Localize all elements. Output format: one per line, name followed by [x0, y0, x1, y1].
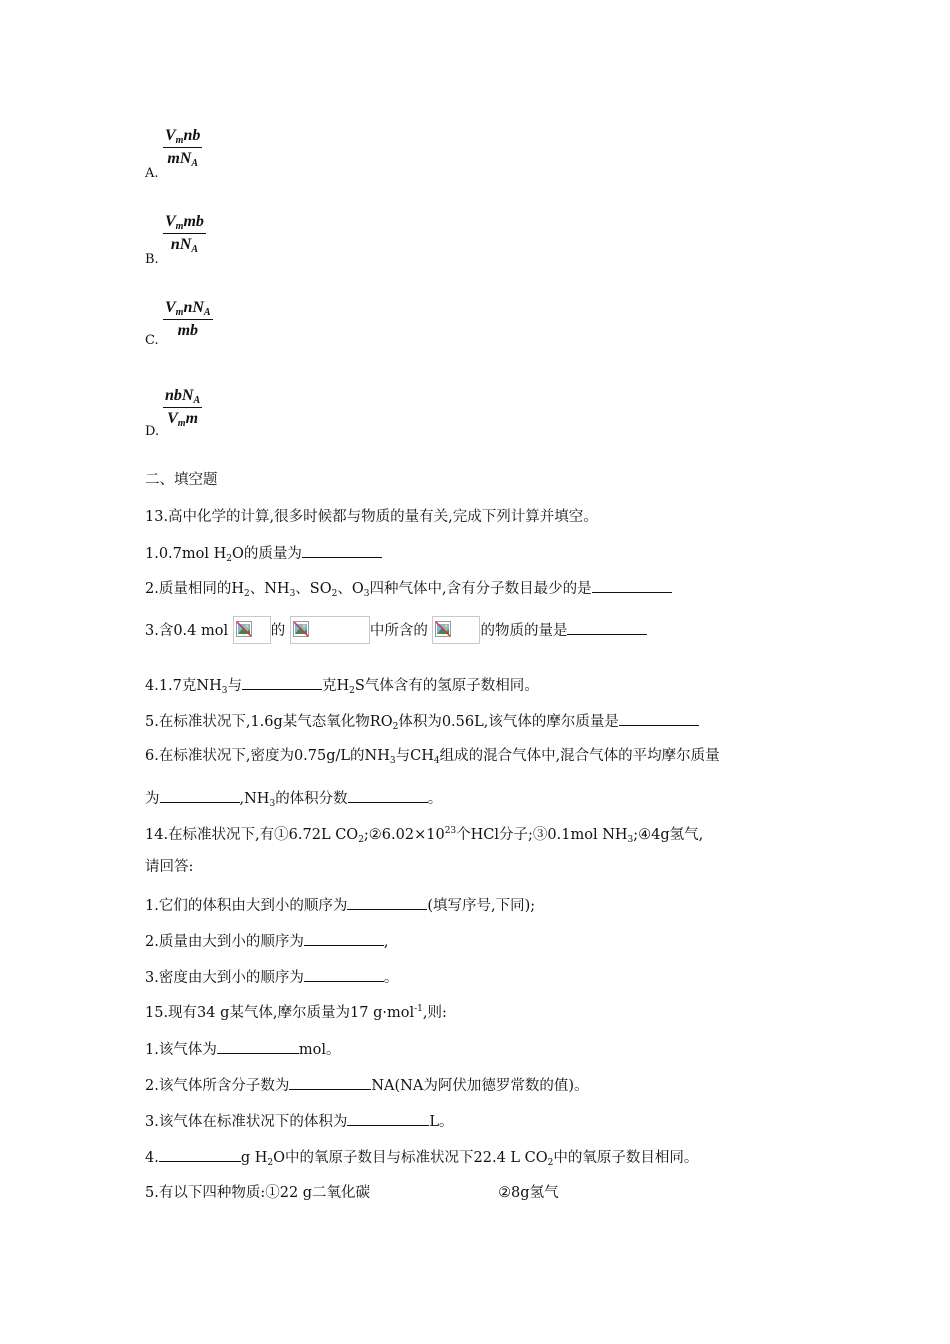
answer-blank[interactable]: [160, 788, 240, 803]
option-b-label: B.: [145, 252, 159, 267]
q14-sub2: 2.质量由大到小的顺序为 ,: [145, 931, 388, 952]
q13-sub4: 4.1.7克$NH_3$与 克$H_2S$气体含有的氢原子数相同。: [145, 675, 539, 696]
answer-blank[interactable]: [242, 675, 322, 690]
answer-blank[interactable]: [289, 1075, 371, 1090]
option-a-label: A.: [145, 166, 159, 181]
option-c-fraction: $V_mnN_A$ mb: [165, 299, 211, 339]
q14-stem-cont: 请回答:: [145, 859, 194, 875]
q14-sub3: 3.密度由大到小的顺序为 。: [145, 967, 398, 988]
option-d-label: D.: [145, 424, 160, 439]
answer-blank[interactable]: [348, 788, 428, 803]
broken-image-icon: [233, 616, 271, 644]
q13-sub1: 1.0.7mol $H_2O$的质量为: [145, 543, 382, 564]
broken-image-icon: [290, 616, 370, 644]
q15-sub3: 3.该气体在标准状况下的体积为 L。: [145, 1111, 453, 1132]
broken-image-icon: [432, 616, 480, 644]
q13-sub6-cont: 为 $,NH_3$的体积分数 。: [145, 788, 442, 809]
q13-sub5: 5.在标准状况下,1.6g某气态氧化物$RO_2$体积为0.56L,该气体的摩尔质量是: [145, 711, 699, 732]
q13-sub6: 6.在标准状况下,密度为0.75g/L的$NH_3$与$CH_4$组成的混合气体中,混合气体的平均摩尔质量: [145, 748, 720, 766]
section-title: 二、填空题: [145, 472, 218, 488]
answer-blank[interactable]: [592, 578, 672, 593]
option-d-fraction: nbN$_A$ $V_mm$: [165, 387, 201, 429]
q13-sub3: 3.含0.4 mol 的 中所含的 的物质的量是: [145, 616, 647, 644]
q15-sub1: 1.该气体为 mol。: [145, 1039, 340, 1060]
q14-sub1: 1.它们的体积由大到小的顺序为 (填写序号,下同);: [145, 895, 535, 916]
option-c-label: C.: [145, 333, 159, 348]
q15-sub4: 4. g $H_2O$中的氧原子数目与标准状况下22.4 L $CO_2$中的氧原子数目相同。: [145, 1147, 698, 1168]
q15-sub2: 2.该气体所含分子数为 NA(NA为阿伏加德罗常数的值)。: [145, 1075, 588, 1096]
answer-blank[interactable]: [217, 1039, 299, 1054]
answer-blank[interactable]: [304, 967, 384, 982]
q13-stem: 13.高中化学的计算,很多时候都与物质的量有关,完成下列计算并填空。: [145, 509, 598, 525]
option-b-fraction: $V_mmb$ $nN_A$: [165, 213, 204, 255]
q15-stem: 15.现有34 g某气体,摩尔质量为17 g·mol$^{-1}$,则:: [145, 1004, 447, 1021]
answer-blank[interactable]: [567, 620, 647, 635]
answer-blank[interactable]: [159, 1147, 241, 1162]
option-a-fraction: $V_mnb$ $mN_A$: [165, 127, 201, 169]
answer-blank[interactable]: [347, 895, 427, 910]
answer-blank[interactable]: [304, 931, 384, 946]
answer-blank[interactable]: [347, 1111, 429, 1126]
q14-stem: 14.在标准状况下,有①6.72L $CO_2;②6.02\times 10^{23}$个HCl分子;③0.1mol $NH_3;④4g$氢气,: [145, 826, 704, 845]
answer-blank[interactable]: [302, 543, 382, 558]
q13-sub2: 2.质量相同的$H_2$、$NH_3$、$SO_2$、$O_3$四种气体中,含有分子数目最少的是: [145, 578, 672, 599]
answer-blank[interactable]: [619, 711, 699, 726]
q15-sub5: 5.有以下四种物质:①22 g二氧化碳 ②8g氢气: [145, 1185, 559, 1201]
